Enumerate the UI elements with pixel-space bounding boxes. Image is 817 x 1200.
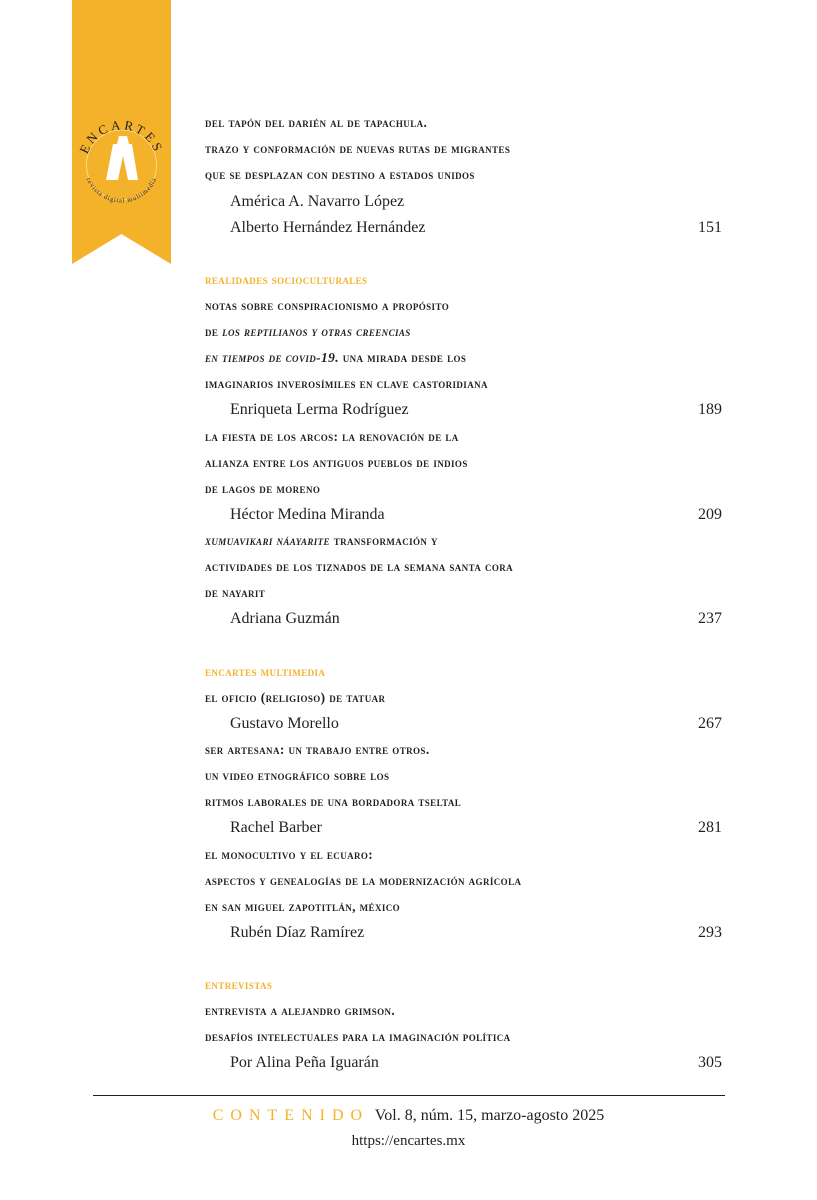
article-title-line: del tapón del darién al de tapachula. xyxy=(205,115,428,130)
article-author: Por Alina Peña Iguarán xyxy=(230,1054,379,1071)
article-title-line: notas sobre conspiracionismo a propósito xyxy=(205,298,450,313)
article-title-line: trazo y conformación de nuevas rutas de migrantes xyxy=(205,141,511,156)
section-heading: realidades socioculturales xyxy=(205,272,368,287)
footer-issue: Vol. 8, núm. 15, marzo-agosto 2025 xyxy=(374,1107,605,1124)
page-number: 151 xyxy=(698,219,722,236)
article-author: Rachel Barber xyxy=(230,819,322,836)
article-title-line: en tiempos de covid-19. una mirada desde los xyxy=(205,350,467,365)
encartes-logo xyxy=(72,0,171,264)
article-title-line: el oficio (religioso) de tatuar xyxy=(205,690,386,705)
brand-name: ENCARTES xyxy=(76,117,167,156)
page-number: 305 xyxy=(698,1054,722,1071)
article-author: Alberto Hernández Hernández xyxy=(230,219,426,236)
article-title-line: en san miguel zapotitlán, méxico xyxy=(205,899,401,914)
page-number: 209 xyxy=(698,506,722,523)
page-number: 267 xyxy=(698,715,722,732)
article-title-line: actividades de los tiznados de la semana santa cora xyxy=(205,559,514,574)
brand-tagline: revista digital multimedia xyxy=(84,176,159,205)
article-title-line: que se desplazan con destino a estados unidos xyxy=(205,167,475,182)
article-author: Gustavo Morello xyxy=(230,715,339,732)
section-heading: entrevistas xyxy=(205,977,273,992)
article-title-line: imaginarios inverosímiles en clave castoridiana xyxy=(205,376,488,391)
footer-label: CONTENIDO xyxy=(212,1107,370,1124)
article-author: América A. Navarro López xyxy=(230,193,405,210)
article-title-line: de los reptilianos y otras creencias xyxy=(205,324,411,339)
section-heading: encartes multimedia xyxy=(205,664,326,679)
article-title-line: entrevista a alejandro grimson. xyxy=(205,1003,396,1018)
article-title-line: alianza entre los antiguos pueblos de indios xyxy=(205,455,468,470)
article-title-line: ritmos laborales de una bordadora tseltal xyxy=(205,794,462,809)
footer-issue-line xyxy=(0,1106,817,1126)
article-title-line: desafíos intelectuales para la imaginación política xyxy=(205,1029,511,1044)
footer-divider xyxy=(93,1095,725,1096)
article-author: Enriqueta Lerma Rodríguez xyxy=(230,401,409,418)
article-title-line: la fiesta de los arcos: la renovación de la xyxy=(205,429,459,444)
page-number: 237 xyxy=(698,610,722,627)
page-number: 293 xyxy=(698,924,722,941)
article-author: Héctor Medina Miranda xyxy=(230,506,385,523)
page-number: 281 xyxy=(698,819,722,836)
article-title-line: de lagos de moreno xyxy=(205,481,321,496)
footer-url[interactable]: https://encartes.mx xyxy=(351,1133,466,1149)
page-number: 189 xyxy=(698,401,722,418)
article-author: Rubén Díaz Ramírez xyxy=(230,924,365,941)
article-title-line: el monocultivo y el ecuaro: xyxy=(205,847,374,862)
article-title-line: xumuavikari náayarite transformación y xyxy=(205,533,438,548)
article-author: Adriana Guzmán xyxy=(230,610,340,627)
brand-ribbon xyxy=(72,0,171,264)
article-title-line: ser artesana: un trabajo entre otros. xyxy=(205,742,430,757)
article-title-line: de nayarit xyxy=(205,585,266,600)
article-title-line: aspectos y genealogías de la modernización agrícola xyxy=(205,873,522,888)
article-title-line: un video etnográfico sobre los xyxy=(205,768,390,783)
